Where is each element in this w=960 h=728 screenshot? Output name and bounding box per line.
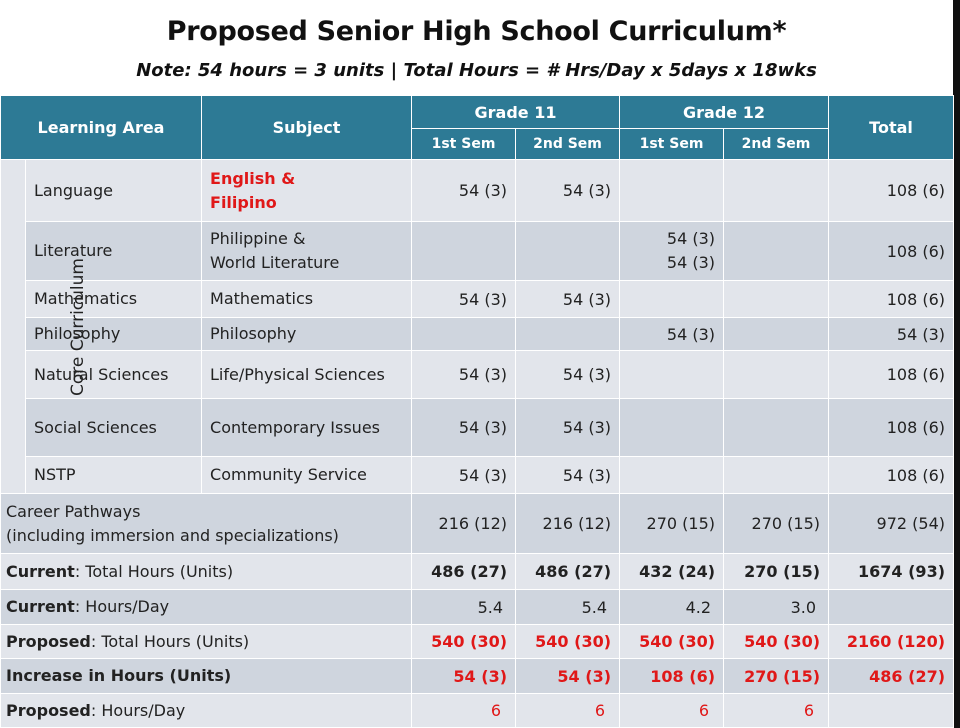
summary-label [1,554,412,590]
g11-sem2-cell: 5.4 [516,590,620,625]
total-cell: 972 (54) [829,494,954,554]
total-cell: 486 (27) [829,659,954,694]
g12-sem2-cell: 540 (30) [724,625,829,659]
career-label-line2: (including immersion and specializations) [6,525,339,545]
learning-area-cell: Social Sciences [26,399,202,457]
summary-label-suffix: : Hours/Day [90,700,186,720]
table-row [1,222,954,281]
g11-sem1-cell: 54 (3) [412,351,516,399]
learning-area-cell: Literature [26,222,202,281]
header-grade11: Grade 11 [412,96,620,129]
g11-sem1-cell: 54 (3) [412,160,516,222]
g11-sem2-cell: 54 (3) [516,659,620,694]
header-g12-sem2: 2nd Sem [724,129,829,160]
subject-cell: Philosophy [202,318,412,351]
summary-label-prefix: Current [6,561,75,581]
g12-sem1-cell: 270 (15) [620,494,724,554]
g12-sem2-cell: 6 [724,694,829,728]
page-note: Note: 54 hours = 3 units | Total Hours = # Hrs/Day x 5days x 18wks [136,60,817,81]
g11-sem2-cell: 216 (12) [516,494,620,554]
total-cell: 108 (6) [829,160,954,222]
g11-sem2-cell: 486 (27) [516,554,620,590]
g12-sem2-cell [724,399,829,457]
total-cell: 108 (6) [829,222,954,281]
g12-sem1-cell: 540 (30) [620,625,724,659]
summary-row-current-total [1,554,954,590]
total-cell: 108 (6) [829,281,954,318]
g11-sem1-cell [412,318,516,351]
g12-sem1-cell [620,457,724,494]
table-row [1,457,954,494]
subject-cell [202,160,412,222]
total-cell [829,694,954,728]
subject-cell: Contemporary Issues [202,399,412,457]
g12-sem2-cell [724,351,829,399]
total-cell [829,590,954,625]
header-g11-sem2: 2nd Sem [516,129,620,160]
learning-area-cell: Natural Sciences [26,351,202,399]
g11-sem2-cell [516,222,620,281]
g12-sem2-cell [724,160,829,222]
subject-line2: Filipino [210,192,277,212]
summary-label-prefix: Proposed [6,700,91,720]
g12-sem1-line1: 54 (3) [666,229,716,248]
g12-sem2-cell: 3.0 [724,590,829,625]
subject-cell: Community Service [202,457,412,494]
subject-line1: Philippine & [210,229,306,248]
table-row [1,281,954,318]
header-grade12: Grade 12 [620,96,829,129]
table-row [1,318,954,351]
total-cell: 54 (3) [829,318,954,351]
g12-sem1-cell: 6 [620,694,724,728]
table-row [1,351,954,399]
g11-sem1-cell: 54 (3) [412,399,516,457]
total-cell: 108 (6) [829,399,954,457]
summary-label-suffix: : Total Hours (Units) [74,561,234,581]
g12-sem1-cell: 108 (6) [620,659,724,694]
summary-label-prefix: Increase in Hours (Units) [6,666,232,685]
g11-sem2-cell: 54 (3) [516,457,620,494]
header-subject: Subject [202,96,412,160]
summary-row-proposed-hours-day [1,694,954,728]
summary-row-current-hours-day [1,590,954,625]
g12-sem2-cell: 270 (15) [724,494,829,554]
total-cell: 108 (6) [829,457,954,494]
header-g12-sem1: 1st Sem [620,129,724,160]
summary-label-prefix: Current [6,597,75,616]
core-curriculum-text: Core Curriculum [67,257,88,396]
page-title: Proposed Senior High School Curriculum* [166,16,787,47]
subject-cell [202,222,412,281]
total-cell: 2160 (120) [829,625,954,659]
g11-sem1-cell: 216 (12) [412,494,516,554]
subject-line2: World Literature [210,253,340,272]
summary-row-proposed-total [1,625,954,659]
g11-sem2-cell: 54 (3) [516,351,620,399]
learning-area-cell: Mathematics [26,281,202,318]
summary-label-suffix: : Hours/Day [74,597,170,616]
career-pathways-row [1,494,954,554]
g12-sem1-cell [620,351,724,399]
summary-label [1,590,412,625]
g12-sem2-cell [724,222,829,281]
g12-sem1-cell: 432 (24) [620,554,724,590]
header-g11-sem1: 1st Sem [412,129,516,160]
learning-area-cell: Philosophy [26,318,202,351]
career-label-line1: Career Pathways [6,501,141,521]
subject-cell: Mathematics [202,281,412,318]
g12-sem1-cell: 54 (3) [620,318,724,351]
g11-sem1-cell: 54 (3) [412,659,516,694]
g11-sem1-cell: 5.4 [412,590,516,625]
total-cell: 1674 (93) [829,554,954,590]
g12-sem1-cell [620,160,724,222]
summary-label [1,659,412,694]
g11-sem1-cell: 486 (27) [412,554,516,590]
g12-sem1-cell [620,399,724,457]
summary-label [1,625,412,659]
subject-line1: English & [210,168,296,188]
g12-sem1-cell: 4.2 [620,590,724,625]
g11-sem1-cell: 54 (3) [412,281,516,318]
total-cell: 108 (6) [829,351,954,399]
g11-sem1-cell: 6 [412,694,516,728]
g11-sem2-cell [516,318,620,351]
learning-area-cell: NSTP [26,457,202,494]
g12-sem2-cell: 270 (15) [724,659,829,694]
g11-sem1-cell: 540 (30) [412,625,516,659]
g12-sem2-cell [724,281,829,318]
g11-sem2-cell: 540 (30) [516,625,620,659]
curriculum-table [0,95,954,728]
g11-sem1-cell: 54 (3) [412,457,516,494]
title-area [0,0,953,95]
summary-label-prefix: Proposed [6,631,91,651]
g11-sem2-cell: 54 (3) [516,281,620,318]
g11-sem2-cell: 54 (3) [516,160,620,222]
career-pathways-label [1,494,412,554]
g12-sem2-cell [724,318,829,351]
subject-cell: Life/Physical Sciences [202,351,412,399]
summary-row-increase [1,659,954,694]
g11-sem2-cell: 54 (3) [516,399,620,457]
g11-sem1-cell [412,222,516,281]
summary-label [1,694,412,728]
summary-label-suffix: : Total Hours (Units) [90,631,250,651]
table-row [1,399,954,457]
g11-sem2-cell: 6 [516,694,620,728]
learning-area-cell: Language [26,160,202,222]
g12-sem2-cell: 270 (15) [724,554,829,590]
g12-sem1-line2: 54 (3) [666,253,716,272]
table-row [1,160,954,222]
g12-sem1-cell [620,222,724,281]
header-learning-area: Learning Area [1,96,202,160]
g12-sem2-cell [724,457,829,494]
header-row-top [1,96,954,129]
g12-sem1-cell [620,281,724,318]
header-total: Total [829,96,954,160]
